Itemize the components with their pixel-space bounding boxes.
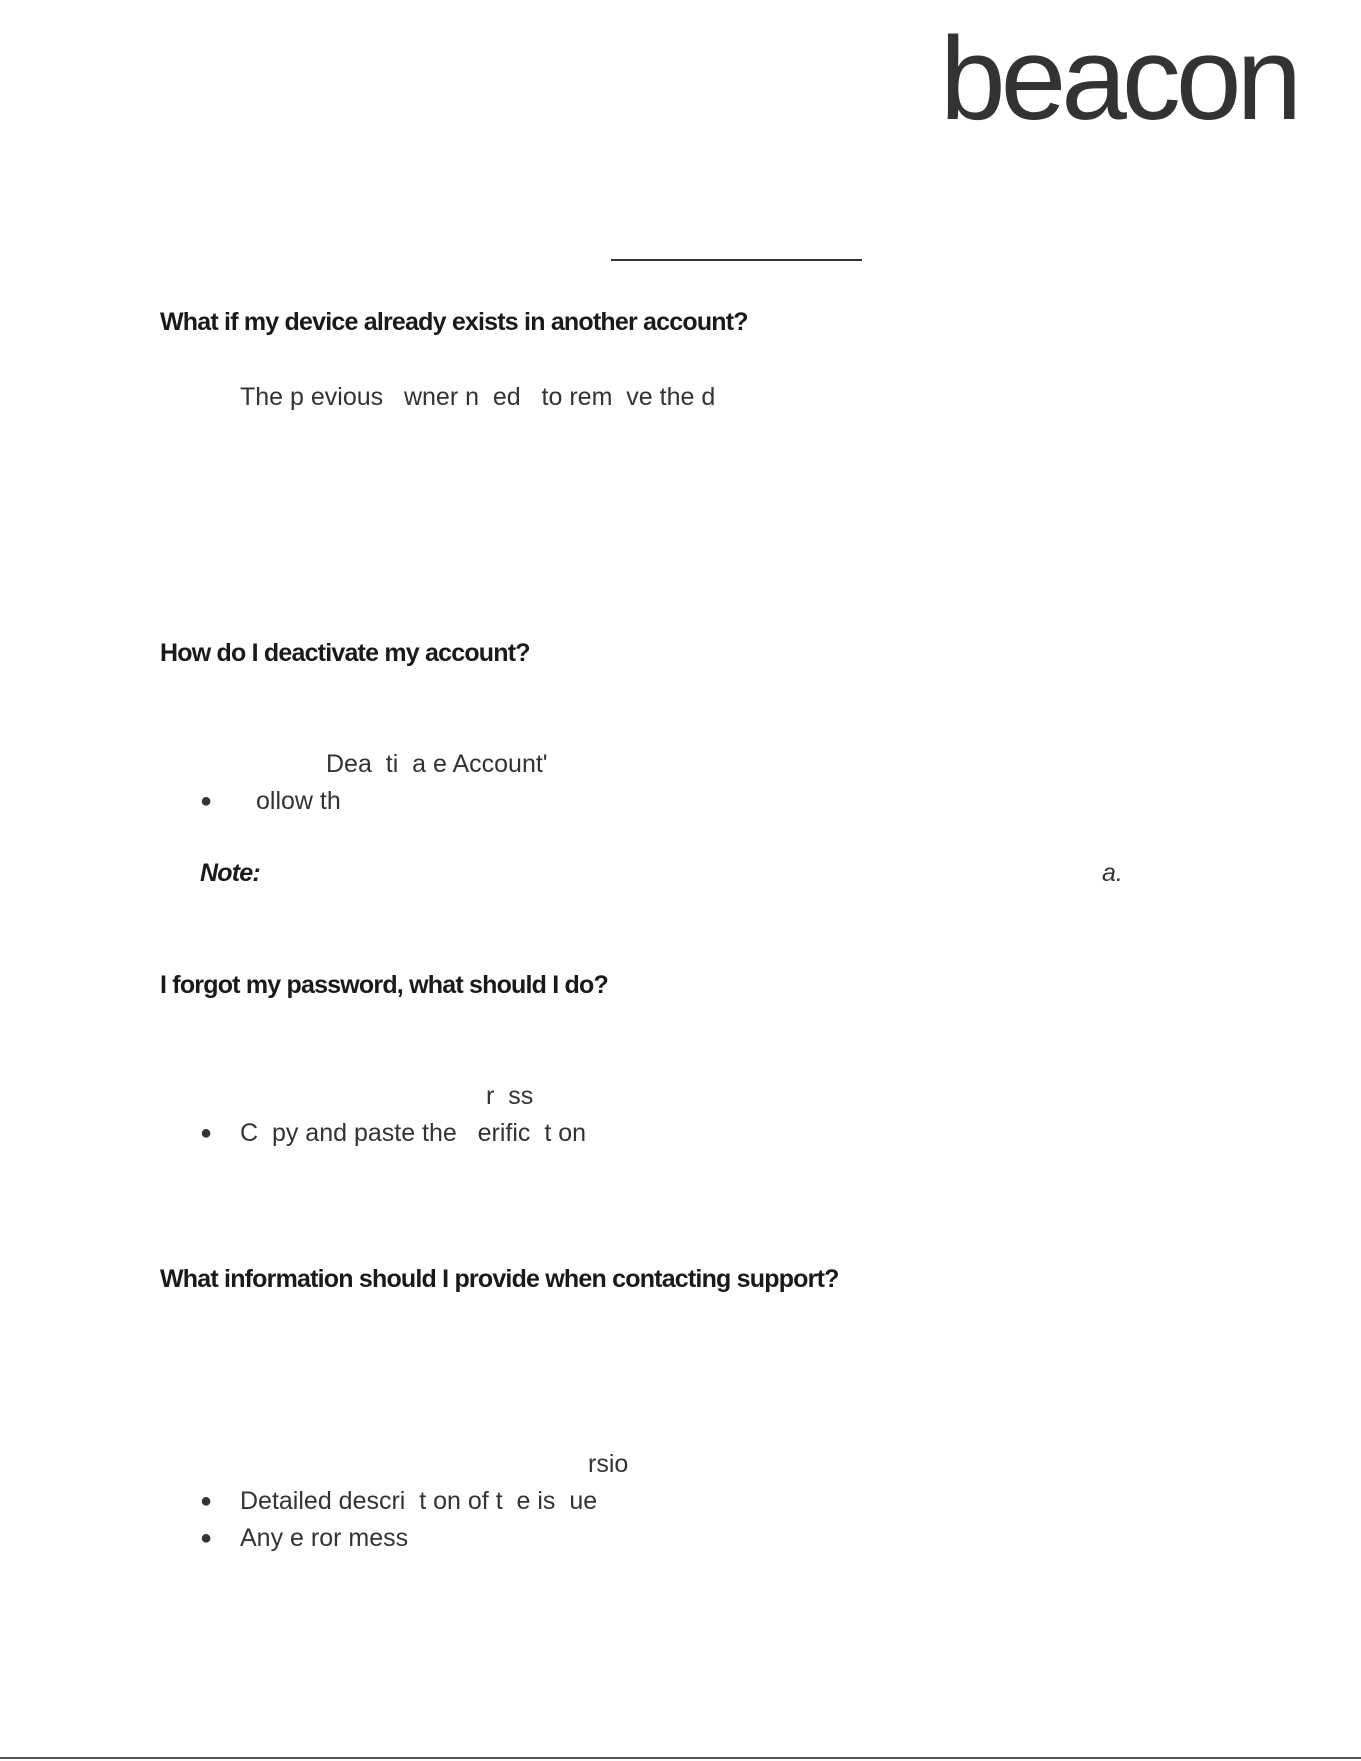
beacon-logo: beacon [940,13,1298,145]
answer-forgot-password-bullet: C py and paste the erific t on [240,1119,587,1147]
bullet-marker: ● [200,1527,213,1549]
question-device-exists: What if my device already exists in another account? [160,308,748,336]
answer-support-bullet: Detailed descri t on of t e is ue [240,1487,598,1515]
note-text-end: a. [1102,859,1123,887]
answer-support-line: rsio [588,1450,629,1478]
question-contact-support: What information should I provide when contacting support? [160,1265,839,1293]
bullet-marker: ● [200,1122,213,1144]
bullet-marker: ● [200,1490,213,1512]
title-underline [611,259,862,261]
bullet-marker: ● [200,790,213,812]
page-bottom-border [0,1757,1361,1759]
answer-forgot-password-line: r ss [486,1082,534,1110]
question-forgot-password: I forgot my password, what should I do? [160,971,608,999]
question-deactivate: How do I deactivate my account? [160,639,530,667]
note-label: Note: [200,859,260,887]
answer-device-exists-line: The p evious wner n ed to rem ve the d [240,383,716,411]
answer-deactivate-bullet: ollow th [256,787,341,815]
answer-deactivate-line: Dea ti a e Account' [326,750,548,778]
answer-support-bullet: Any e ror mess [240,1524,409,1552]
